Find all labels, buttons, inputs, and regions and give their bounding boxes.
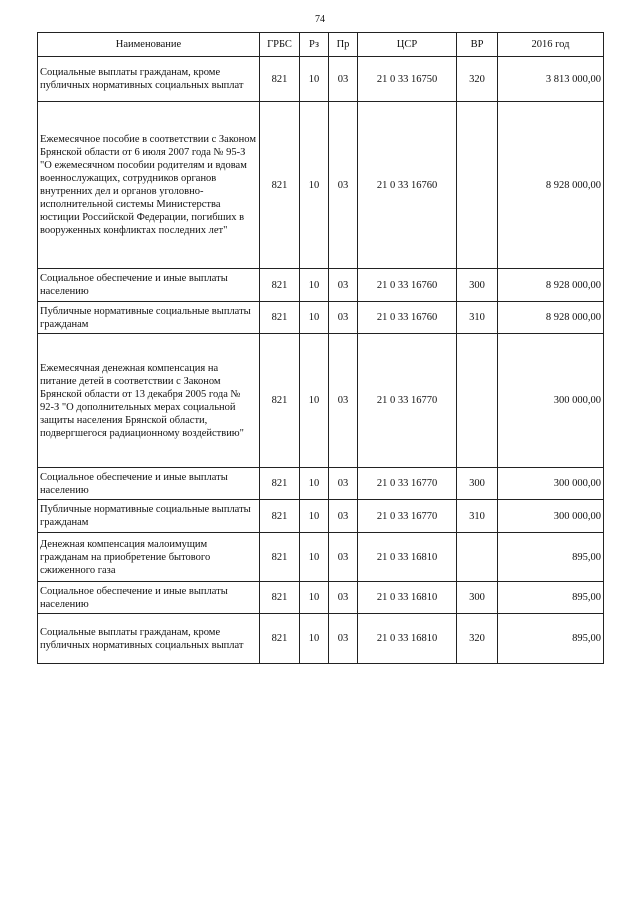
row-grbs: 821 [260, 57, 300, 102]
row-pr: 03 [329, 582, 358, 614]
row-vr [457, 334, 498, 468]
header-year: 2016 год [498, 33, 604, 57]
row-csr: 21 0 33 16770 [358, 500, 457, 533]
row-csr: 21 0 33 16760 [358, 269, 457, 302]
header-vr: ВР [457, 33, 498, 57]
row-vr: 310 [457, 302, 498, 334]
row-name: Социальные выплаты гражданам, кроме публичных нормативных социальных выплат [38, 57, 260, 102]
row-name: Денежная компенсация малоимущим гражданам на приобретение бытового сжиженного газа [38, 533, 260, 582]
row-rz: 10 [300, 468, 329, 500]
table-row [38, 582, 604, 614]
row-amount: 3 813 000,00 [498, 57, 604, 102]
row-pr: 03 [329, 334, 358, 468]
row-pr: 03 [329, 468, 358, 500]
row-amount: 300 000,00 [498, 500, 604, 533]
row-pr: 03 [329, 102, 358, 269]
row-vr: 300 [457, 468, 498, 500]
table-header-row [38, 33, 604, 57]
row-grbs: 821 [260, 614, 300, 664]
row-name: Социальные выплаты гражданам, кроме публичных нормативных социальных выплат [38, 614, 260, 664]
table-row [38, 533, 604, 582]
table-row [38, 102, 604, 269]
row-grbs: 821 [260, 102, 300, 269]
row-csr: 21 0 33 16810 [358, 533, 457, 582]
header-rz: Рз [300, 33, 329, 57]
row-amount: 895,00 [498, 533, 604, 582]
row-pr: 03 [329, 57, 358, 102]
row-grbs: 821 [260, 533, 300, 582]
row-rz: 10 [300, 500, 329, 533]
row-csr: 21 0 33 16770 [358, 468, 457, 500]
row-name: Социальное обеспечение и иные выплаты населению [38, 468, 260, 500]
row-amount: 300 000,00 [498, 334, 604, 468]
row-rz: 10 [300, 102, 329, 269]
row-vr [457, 533, 498, 582]
row-grbs: 821 [260, 302, 300, 334]
row-rz: 10 [300, 614, 329, 664]
row-vr: 300 [457, 269, 498, 302]
header-grbs: ГРБС [260, 33, 300, 57]
row-rz: 10 [300, 533, 329, 582]
row-vr: 310 [457, 500, 498, 533]
row-pr: 03 [329, 614, 358, 664]
row-grbs: 821 [260, 468, 300, 500]
row-grbs: 821 [260, 500, 300, 533]
row-vr: 320 [457, 57, 498, 102]
row-grbs: 821 [260, 334, 300, 468]
row-amount: 895,00 [498, 614, 604, 664]
row-name: Ежемесячная денежная компенсация на питание детей в соответствии с Законом Брянской области от 13 декабря 2005 года № 92-З "О дополнительных мерах социальной защиты населения Брянской области, подвергшегося радиационному воздействию" [38, 334, 260, 468]
row-name: Публичные нормативные социальные выплаты гражданам [38, 500, 260, 533]
table-row [38, 302, 604, 334]
row-name: Социальное обеспечение и иные выплаты населению [38, 582, 260, 614]
row-vr: 300 [457, 582, 498, 614]
row-rz: 10 [300, 334, 329, 468]
row-rz: 10 [300, 57, 329, 102]
row-amount: 300 000,00 [498, 468, 604, 500]
row-name: Социальное обеспечение и иные выплаты населению [38, 269, 260, 302]
row-pr: 03 [329, 302, 358, 334]
row-rz: 10 [300, 269, 329, 302]
row-amount: 895,00 [498, 582, 604, 614]
row-csr: 21 0 33 16760 [358, 302, 457, 334]
row-rz: 10 [300, 302, 329, 334]
row-vr: 320 [457, 614, 498, 664]
row-pr: 03 [329, 500, 358, 533]
row-amount: 8 928 000,00 [498, 302, 604, 334]
row-csr: 21 0 33 16750 [358, 57, 457, 102]
page-number: 74 [315, 14, 325, 25]
budget-table [37, 32, 604, 664]
row-pr: 03 [329, 533, 358, 582]
table-row [38, 269, 604, 302]
table-row [38, 334, 604, 468]
row-vr [457, 102, 498, 269]
table-row [38, 614, 604, 664]
row-csr: 21 0 33 16760 [358, 102, 457, 269]
header-name: Наименование [38, 33, 260, 57]
row-grbs: 821 [260, 269, 300, 302]
row-csr: 21 0 33 16810 [358, 614, 457, 664]
row-amount: 8 928 000,00 [498, 102, 604, 269]
row-csr: 21 0 33 16810 [358, 582, 457, 614]
header-pr: Пр [329, 33, 358, 57]
table-row [38, 500, 604, 533]
row-name: Ежемесячное пособие в соответствии с Законом Брянской области от 6 июля 2007 года № 95-З "О ежемесячном пособии родителям и вдовам военнослужащих, сотрудников органов внутренних дел и органов уголовно-исполнительной системы Министерства юстиции Российской Федерации, погибших в вооруженных конфликтах последних лет" [38, 102, 260, 269]
row-csr: 21 0 33 16770 [358, 334, 457, 468]
row-name: Публичные нормативные социальные выплаты гражданам [38, 302, 260, 334]
row-pr: 03 [329, 269, 358, 302]
row-grbs: 821 [260, 582, 300, 614]
row-amount: 8 928 000,00 [498, 269, 604, 302]
table-row [38, 468, 604, 500]
row-rz: 10 [300, 582, 329, 614]
table-row [38, 57, 604, 102]
header-csr: ЦСР [358, 33, 457, 57]
